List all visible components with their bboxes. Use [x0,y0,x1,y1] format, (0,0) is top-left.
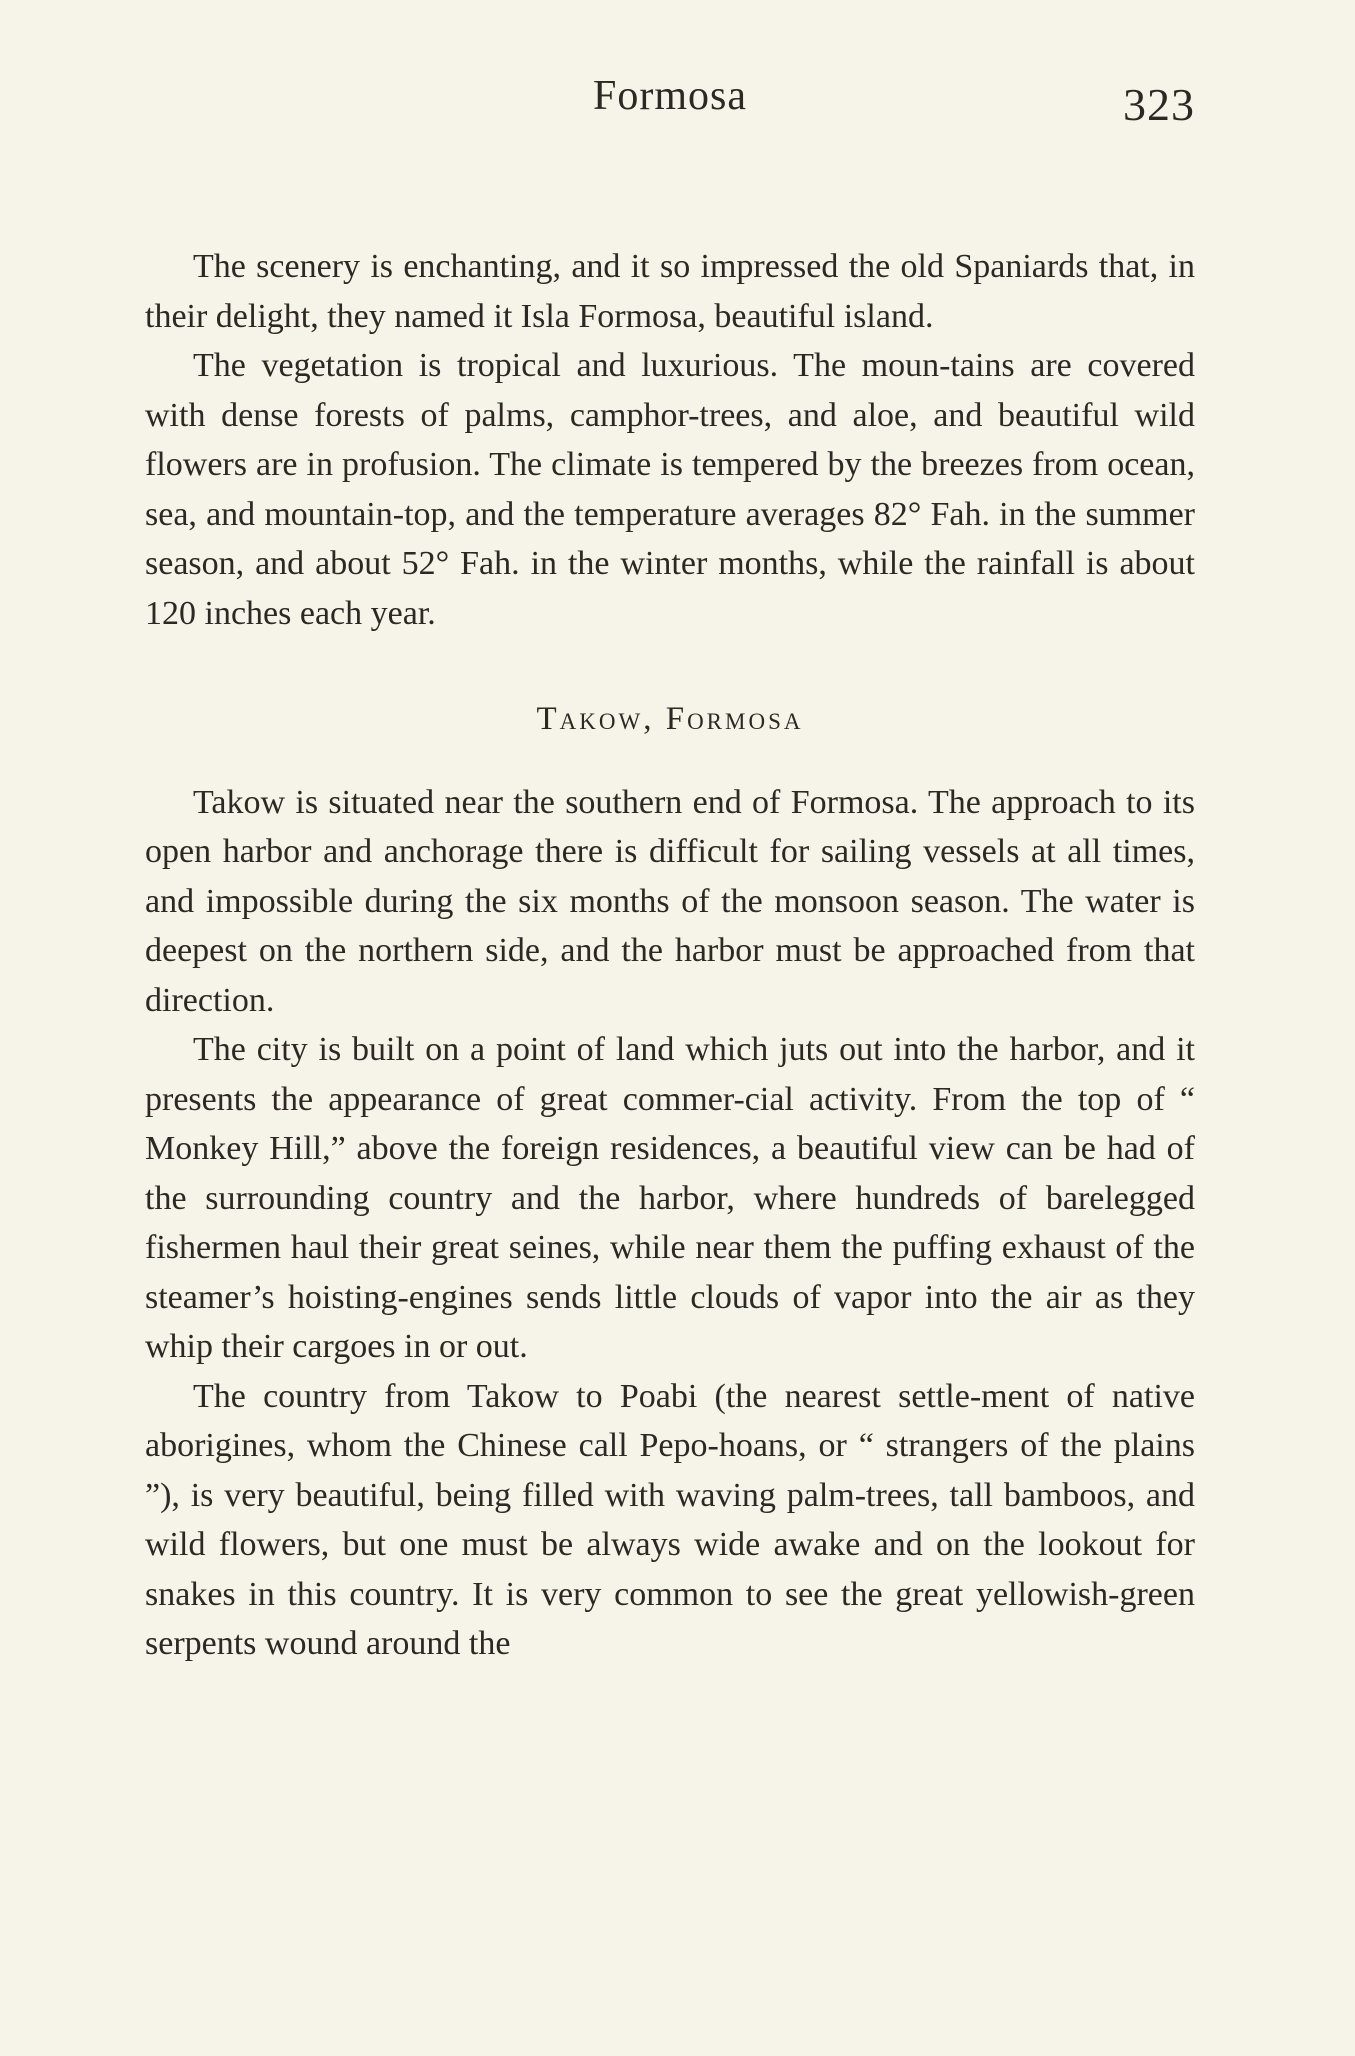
section-heading: Takow, Formosa [536,701,804,737]
paragraph-scenery: The scenery is enchanting, and it so impressed the old Spaniards that, in their delight, they named it Isla Formosa, beautiful island. [145,248,1195,335]
running-title: Formosa [593,73,747,119]
page-number: 323 [1123,79,1195,130]
book-page [145,72,1195,1669]
body-text [145,242,1195,1669]
paragraph-vegetation: The vegetation is tropical and luxurious. The moun-tains are covered with dense forests of palms, camphor-trees, and aloe, and beautiful wild flowers are in profusion. The climate is tempered by the breezes from ocean, sea, and mountain-top, and the temperature averages 82° Fah. in the summer season, and about 52° Fah. in the winter months, while the rainfall is about 120 inches each year. [145,347,1195,632]
paragraph-takow-location: Takow is situated near the southern end of Formosa. The approach to its open harbor and anchorage there is difficult for sailing vessels at all times, and impossible during the six months of the monsoon season. The water is deepest on the northern side, and the harbor must be approached from that direction. [145,783,1195,1019]
paragraph-country: The country from Takow to Poabi (the nearest settle-ment of native aborigines, whom the Chinese call Pepo-hoans, or “ strangers of the plains ”), is very beautiful, being filled with waving palm-trees, tall bamboos, and wild flowers, but one must be always wide awake and on the lookout for snakes in this country. It is very common to see the great yellowish-green serpents wound around the [145,1377,1195,1662]
paragraph-city: The city is built on a point of land which juts out into the harbor, and it presents the appearance of great commer-cial activity. From the top of “ Monkey Hill,” above the foreign residences, a beautiful view can be had of the surrounding country and the harbor, where hundreds of barelegged fishermen haul their great seines, while near them the puffing exhaust of the steamer’s hoisting-engines sends little clouds of vapor into the air as they whip their cargoes in or out. [145,1031,1195,1365]
running-head [145,72,1195,142]
